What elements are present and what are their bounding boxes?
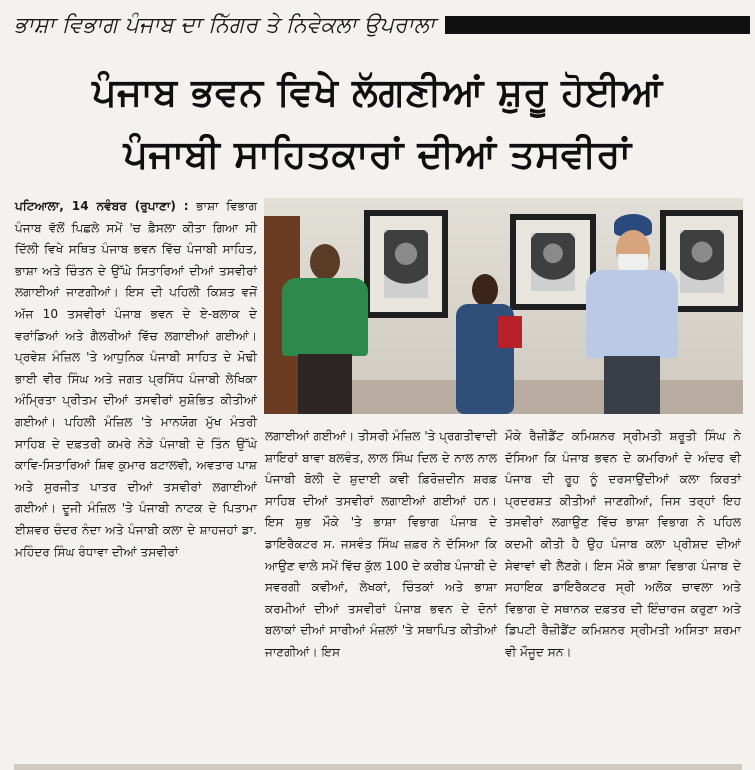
dateline: ਪਟਿਆਲਾ, 14 ਨਵੰਬਰ (ਰੁਪਾਣਾ) : [15,199,189,213]
red-book [498,316,522,348]
kicker-text: ਭਾਸ਼ਾ ਵਿਭਾਗ ਪੰਜਾਬ ਦਾ ਨਿੱਗਰ ਤੇ ਨਿਵੇਕਲਾ ਉਪਰਾਲਾ [14,12,435,38]
person-turban-blue [586,214,678,414]
headline-line-2: ਪੰਜਾਬੀ ਸਾਹਿਤਕਾਰਾਂ ਦੀਆਂ ਤਸਵੀਰਾਂ [123,132,632,176]
person-woman-blue-dress [450,274,522,414]
portrait-frame-1 [364,210,448,318]
news-photo [264,198,743,414]
headline-line-1: ਪੰਜਾਬ ਭਵਨ ਵਿਖੇ ਲੱਗਣੀਆਂ ਸ਼ੁਰੂ ਹੋਈਆਂ [92,70,663,114]
article-text-1: ਭਾਸ਼ਾ ਵਿਭਾਗ ਪੰਜਾਬ ਵੱਲੋਂ ਪਿਛਲੇ ਸਮੇਂ 'ਚ ਫ਼ੈਸਲਾ ਕੀਤਾ ਗਿਆ ਸੀ ਦਿੱਲੀ ਵਿਖੇ ਸਥਿਤ ਪੰਜਾਬ ਭਵਨ ਵਿੱਚ ਪੰਜਾਬੀ ਸਾਹਿਤ, ਭਾਸ਼ਾ ਅਤੇ ਚਿੰਤਨ ਦੇ ਉੱਘੇ ਸਿਤਾਰਿਆਂ ਦੀਆਂ ਤਸਵੀਰਾਂ ਲਗਾਈਆਂ ਜਾਣਗੀਆਂ। ਇਸ ਦੀ ਪਹਿਲੀ ਕਿਸ਼ਤ ਵਜੋਂ ਅੱਜ 10 ਤਸਵੀਰਾਂ ਪੰਜਾਬ ਭਵਨ ਦੇ ਏ-ਬਲਾਕ ਦੇ ਵਰਾਂਡਿਆਂ ਅਤੇ ਗੈਲਰੀਆਂ ਵਿੱਚ ਲਗਾਈਆਂ ਗਈਆਂ। ਪ੍ਰਵੇਸ਼ ਮੰਜ਼ਿਲ 'ਤੇ ਆਧੁਨਿਕ ਪੰਜਾਬੀ ਸਾਹਿਤ ਦੇ ਮੋਢੀ ਭਾਈ ਵੀਰ ਸਿੰਘ ਅਤੇ ਜਗਤ ਪ੍ਰਸਿੱਧ ਪੰਜਾਬੀ ਲੇਖਿਕਾ ਅੰਮ੍ਰਿਤਾ ਪ੍ਰੀਤਮ ਦੀਆਂ ਤਸਵੀਰਾਂ ਸੁਸ਼ੋਭਿਤ ਕੀਤੀਆਂ ਗਈਆਂ। ਪਹਿਲੀ ਮੰਜ਼ਿਲ 'ਤੇ ਮਾਨਯੋਗ ਮੁੱਖ ਮੰਤਰੀ ਸਾਹਿਬ ਦੇ ਦਫ਼ਤਰੀ ਕਮਰੇ ਨੇੜੇ ਪੰਜਾਬੀ ਦੇ ਤਿੰਨ ਉੱਘੇ ਕਾਵਿ-ਸਿਤਾਰਿਆਂ ਸ਼ਿਵ ਕੁਮਾਰ ਬਟਾਲਵੀ, ਅਵਤਾਰ ਪਾਸ਼ ਅਤੇ ਸੁਰਜੀਤ ਪਾਤਰ ਦੀਆਂ ਤਸਵੀਰਾਂ ਲਗਾਈਆਂ ਗਈਆਂ। ਦੂਜੀ ਮੰਜ਼ਿਲ 'ਤੇ ਪੰਜਾਬੀ ਨਾਟਕ ਦੇ ਪਿਤਾਮਾ ਈਸ਼ਵਰ ਚੰਦਰ ਨੰਦਾ ਅਤੇ ਪੰਜਾਬੀ ਕਲਾ ਦੇ ਸ਼ਾਹਜਹਾਂ ਡਾ. ਮਹਿੰਦਰ ਸਿੰਘ ਰੰਧਾਵਾ ਦੀਆਂ ਤਸਵੀਰਾਂ [15,199,257,559]
kicker-rule [445,16,750,34]
article-column-3: ਮੌਕੇ ਰੈਜ਼ੀਡੈਂਟ ਕਮਿਸ਼ਨਰ ਸ੍ਰੀਮਤੀ ਸ਼ਰੂਤੀ ਸਿੰਘ ਨੇ ਦੱਸਿਆ ਕਿ ਪੰਜਾਬ ਭਵਨ ਦੇ ਕਮਰਿਆਂ ਦੇ ਅੰਦਰ ਵੀ ਪੰਜਾਬ ਦੀ ਰੂਹ ਨੂੰ ਦਰਸਾਉਂਦੀਆਂ ਕਲਾ ਕਿਰਤਾਂ ਪ੍ਰਦਰਸ਼ਤ ਕੀਤੀਆਂ ਜਾਣਗੀਆਂ, ਜਿਸ ਤਰ੍ਹਾਂ ਇਹ ਤਸਵੀਰਾਂ ਲਗਾਉਣ ਵਿੱਚ ਭਾਸ਼ਾ ਵਿਭਾਗ ਨੇ ਪਹਿਲ ਕਦਮੀ ਕੀਤੀ ਹੈ ਉਹ ਪੰਜਾਬ ਕਲਾ ਪ੍ਰੀਸ਼ਦ ਦੀਆਂ ਸੇਵਾਵਾਂ ਵੀ ਲੈਣਗੇ। ਇਸ ਮੌਕੇ ਭਾਸ਼ਾ ਵਿਭਾਗ ਪੰਜਾਬ ਦੇ ਸਹਾਇਕ ਡਾਇਰੈਕਟਰ ਸ੍ਰੀ ਅਲੋਕ ਚਾਵਲਾ ਅਤੇ ਵਿਭਾਗ ਦੇ ਸਥਾਨਕ ਦਫ਼ਤਰ ਦੀ ਇੰਚਾਰਜ ਕਰੁਣਾ ਅਤੇ ਡਿਪਟੀ ਰੈਜ਼ੀਡੈਂਟ ਕਮਿਸ਼ਨਰ ਸ੍ਰੀਮਤੀ ਅਸਿਤਾ ਸ਼ਰਮਾ ਵੀ ਮੌਜੂਦ ਸਨ। [505,429,741,659]
portrait-frame-2 [510,214,596,310]
article-column-1 [15,196,257,563]
kicker-banner [14,8,750,42]
person-green-shirt [282,244,368,414]
clipped-next-article [14,764,742,770]
article-column-2: ਲਗਾਈਆਂ ਗਈਆਂ। ਤੀਸਰੀ ਮੰਜ਼ਿਲ 'ਤੇ ਪ੍ਰਗਤੀਵਾਦੀ ਸ਼ਾਇਰਾਂ ਬਾਵਾ ਬਲਵੰਤ, ਲਾਲ ਸਿੰਘ ਦਿਲ ਦੇ ਨਾਲ ਨਾਲ ਪੰਜਾਬੀ ਬੋਲੀ ਦੇ ਸ਼ੁਦਾਈ ਕਵੀ ਫ਼ਿਰੋਜ਼ਦੀਨ ਸ਼ਰਫ਼ ਸਾਹਿਬ ਦੀਆਂ ਤਸਵੀਰਾਂ ਲਗਾਈਆਂ ਗਈਆਂ ਹਨ। ਇਸ ਸ਼ੁਭ ਮੌਕੇ 'ਤੇ ਭਾਸ਼ਾ ਵਿਭਾਗ ਪੰਜਾਬ ਦੇ ਡਾਇਰੈਕਟਰ ਸ. ਜਸਵੰਤ ਸਿੰਘ ਜ਼ਫ਼ਰ ਨੇ ਦੱਸਿਆ ਕਿ ਆਉਣ ਵਾਲੇ ਸਮੇਂ ਵਿੱਚ ਕੁੱਲ 100 ਦੇ ਕਰੀਬ ਪੰਜਾਬੀ ਦੇ ਸਵਰਗੀ ਕਵੀਆਂ, ਲੇਖਕਾਂ, ਚਿੰਤਕਾਂ ਅਤੇ ਭਾਸ਼ਾ ਕਰਮੀਆਂ ਦੀਆਂ ਤਸਵੀਰਾਂ ਪੰਜਾਬ ਭਵਨ ਦੇ ਦੋਨਾਂ ਬਲਾਕਾਂ ਦੀਆਂ ਸਾਰੀਆਂ ਮੰਜ਼ਲਾਂ 'ਤੇ ਸਥਾਪਿਤ ਕੀਤੀਆਂ ਜਾਣਗੀਆਂ। ਇਸ [265,429,498,659]
